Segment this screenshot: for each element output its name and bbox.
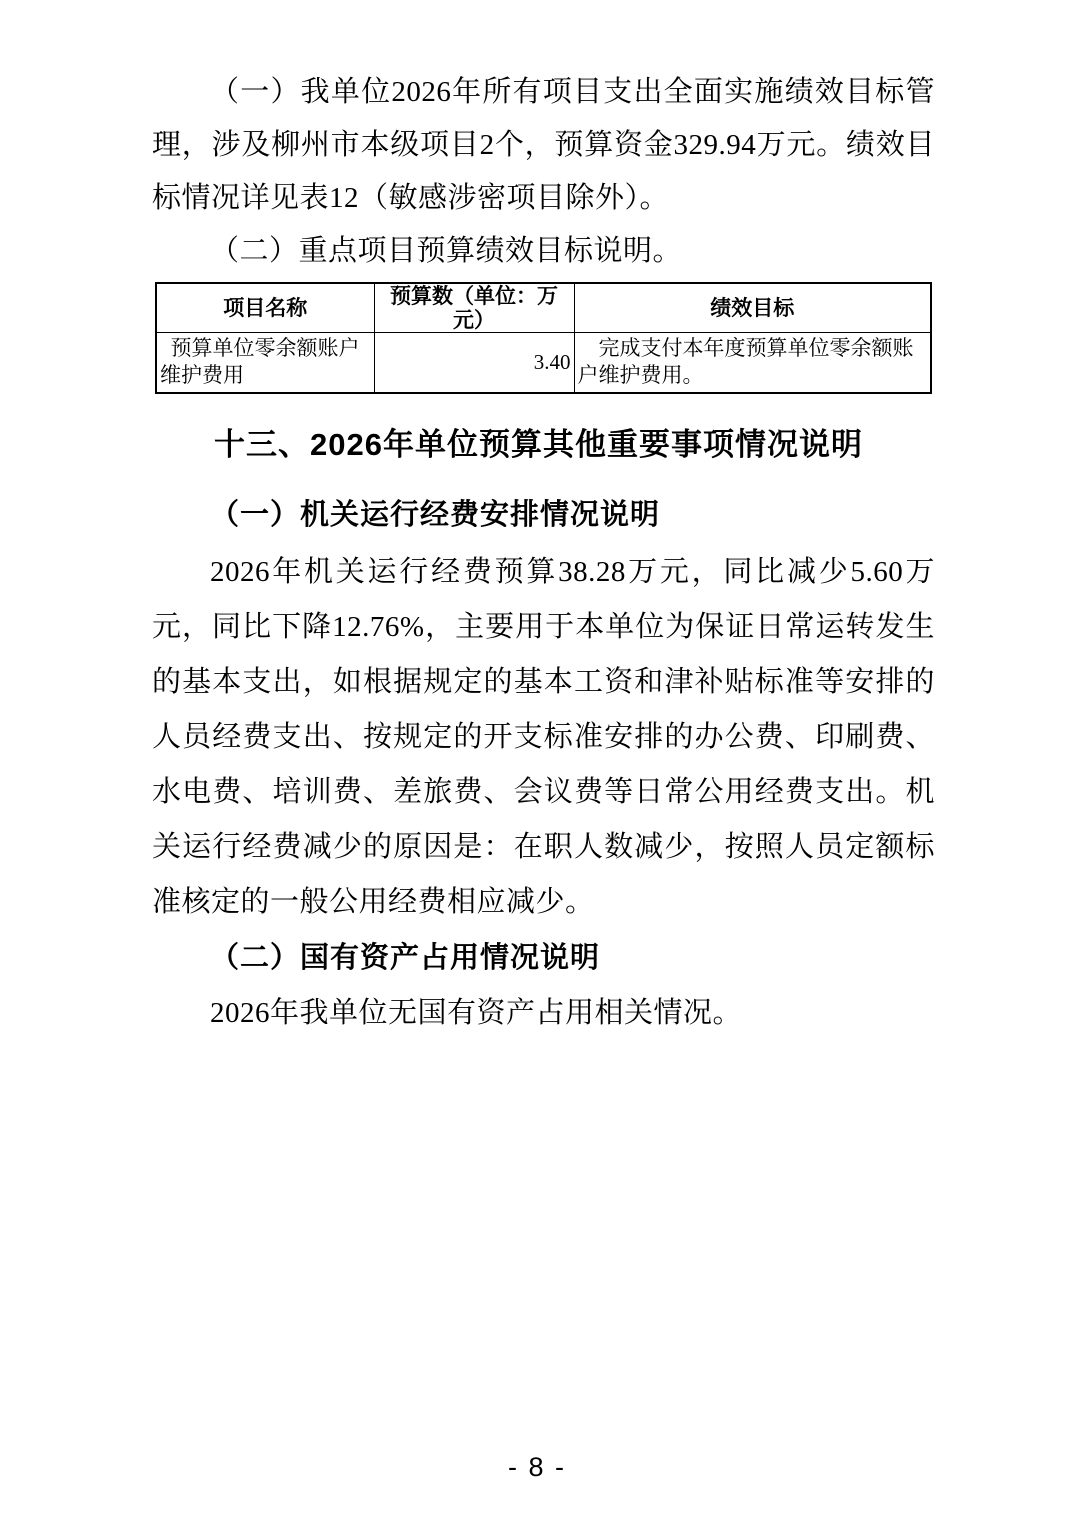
subsection-1-title: （一）机关运行经费安排情况说明 (210, 498, 661, 531)
document-content (152, 66, 935, 1041)
cell-budget-amount: 3.40 (374, 333, 574, 393)
table-header-project-name: 项目名称 (156, 283, 374, 333)
subsection-2-title: （二）国有资产占用情况说明 (210, 941, 601, 974)
cell-performance-goal: 完成支付本年度预算单位零余额账户维护费用。 (574, 333, 931, 393)
page-number: - 8 - (507, 1452, 566, 1482)
table-header-performance-goal: 绩效目标 (574, 283, 931, 333)
table-header-budget-amount: 预算数（单位：万元） (374, 283, 574, 333)
paragraph-project-performance: （一）我单位2026年所有项目支出全面实施绩效目标管理，涉及柳州市本级项目2个，预算资金329.94万元。绩效目标情况详见表12（敏感涉密项目除外）。 (152, 76, 935, 214)
performance-goal-table (155, 282, 932, 394)
table-header-row (156, 283, 931, 333)
cell-project-name: 预算单位零余额账户维护费用 (156, 333, 374, 393)
paragraph-key-project-note: （二）重点项目预算绩效目标说明。 (210, 235, 683, 267)
table-row (156, 333, 931, 393)
subsection-1-body: 2026年机关运行经费预算38.28万元，同比减少5.60万元，同比下降12.76%，主要用于本单位为保证日常运转发生的基本支出，如根据规定的基本工资和津补贴标准等安排的人员经费支出、按规定的开支标准安排的办公费、印刷费、水电费、培训费、差旅费、会议费等日常公用经费支出。机关运行经费减少的原因是：在职人数减少，按照人员定额标准核定的一般公用经费相应减少。 (152, 555, 935, 918)
section-13-title: 十三、2026年单位预算其他重要事项情况说明 (214, 426, 863, 462)
subsection-2-body: 2026年我单位无国有资产占用相关情况。 (210, 996, 743, 1029)
